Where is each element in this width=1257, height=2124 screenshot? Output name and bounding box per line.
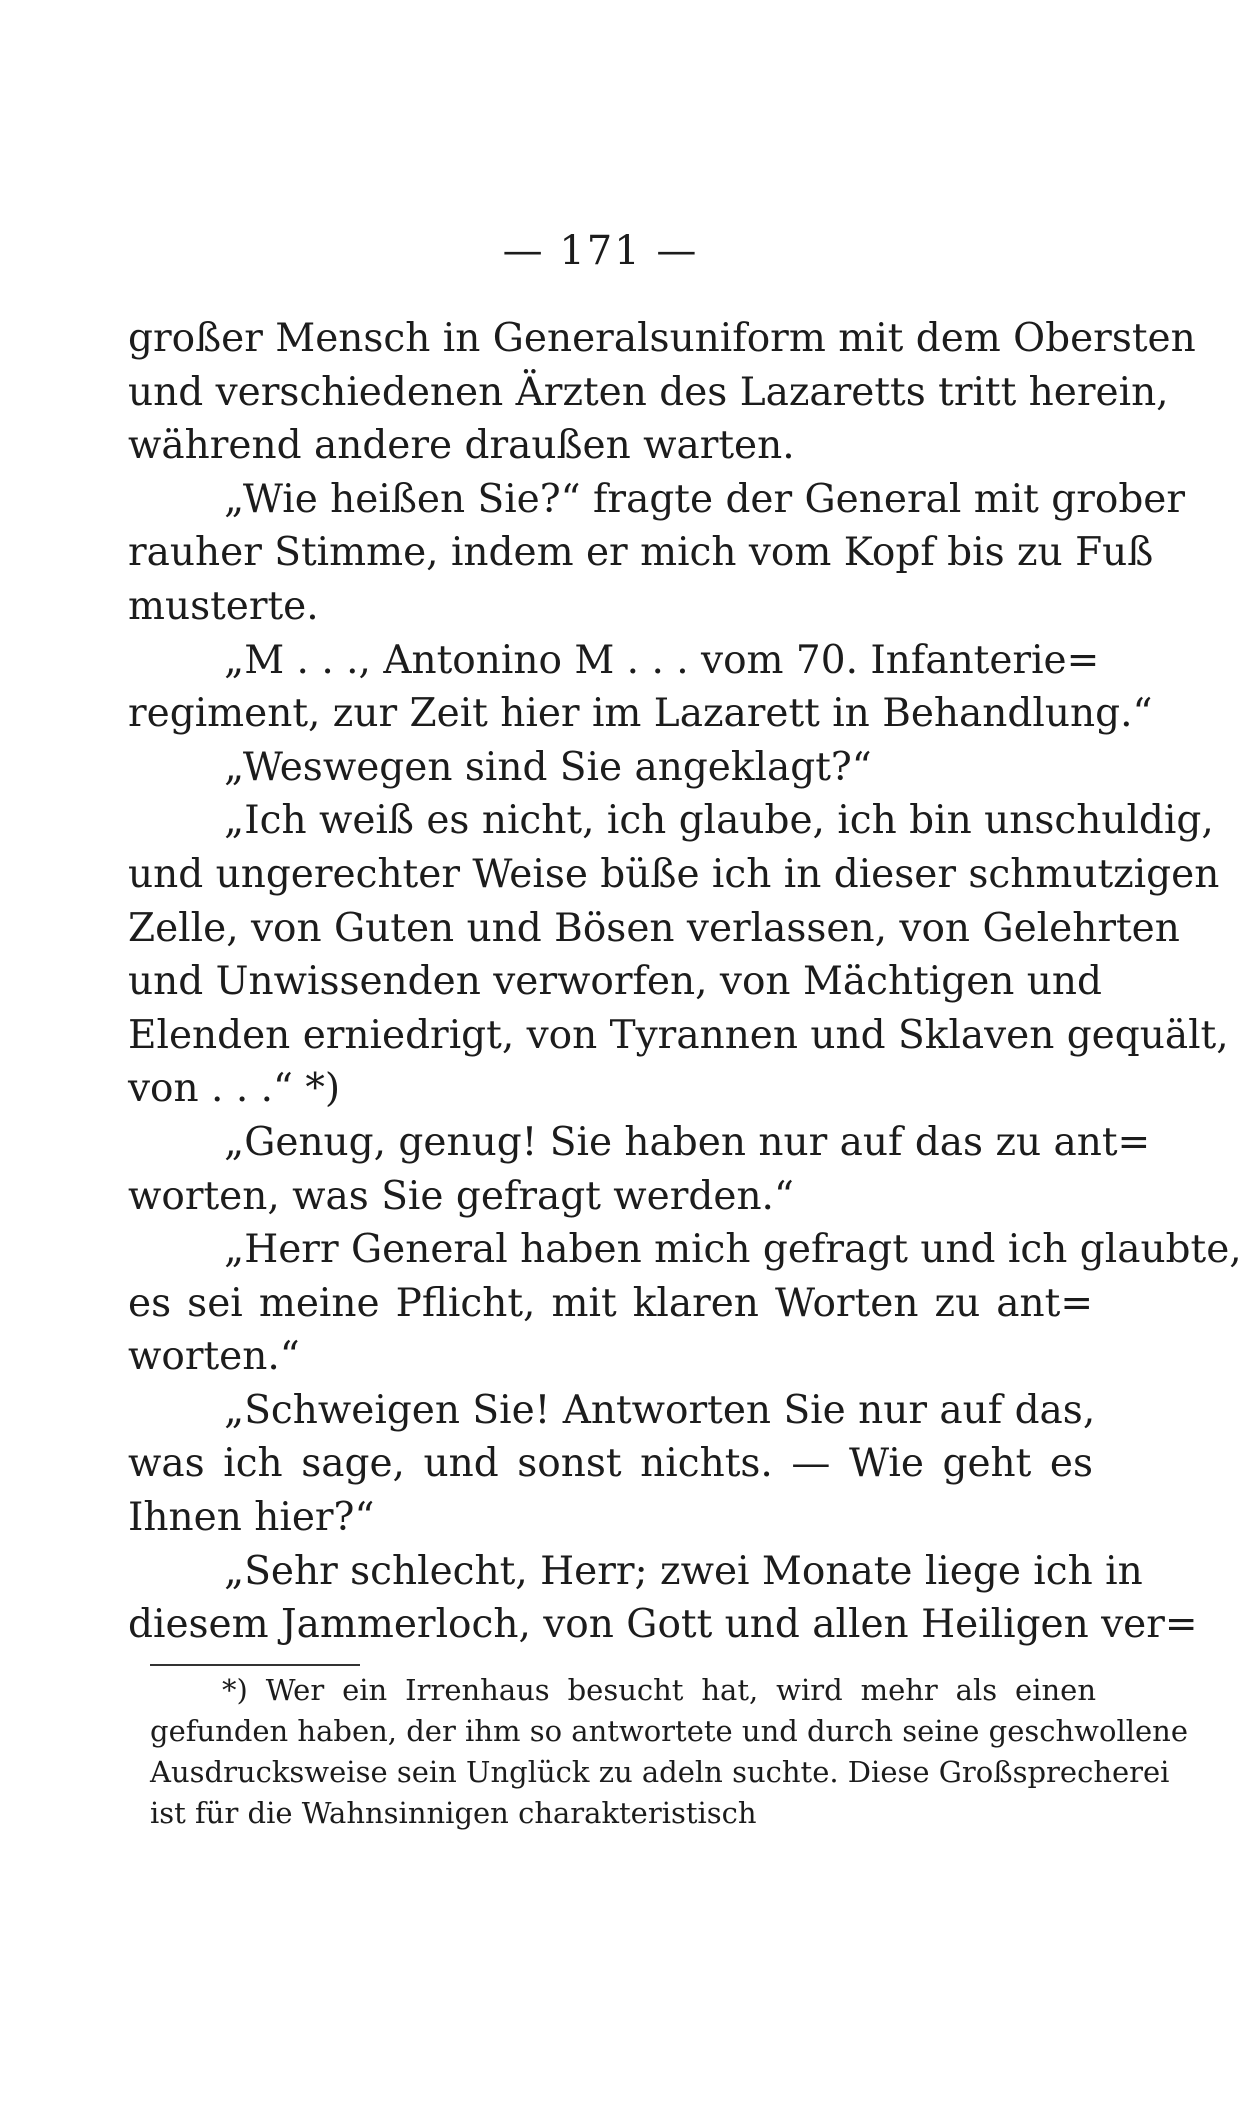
text-line: worten.“ bbox=[128, 1334, 300, 1380]
text-line: „M . . ., Antonino M . . . vom 70. Infanterie= bbox=[224, 637, 1100, 683]
text-line: was ich sage, und sonst nichts. — Wie geht es bbox=[128, 1441, 1093, 1487]
text-line: und verschiedenen Ärzten des Lazaretts tritt herein, bbox=[128, 369, 1169, 415]
text-line: Elenden erniedrigt, von Tyrannen und Sklaven gequält, bbox=[128, 1012, 1229, 1058]
text-line: Ihnen hier?“ bbox=[128, 1495, 375, 1541]
text-line: rauher Stimme, indem er mich vom Kopf bis zu Fuß bbox=[128, 530, 1154, 576]
text-line: und Unwissenden verworfen, von Mächtigen und bbox=[128, 959, 1102, 1005]
footnote-line: Ausdrucksweise sein Unglück zu adeln suchte. Diese Großsprecherei bbox=[150, 1755, 1170, 1789]
text-line: und ungerechter Weise büße ich in dieser schmutzigen bbox=[128, 851, 1220, 897]
text-line: es sei meine Pflicht, mit klaren Worten zu ant= bbox=[128, 1280, 1093, 1326]
text-line: „Sehr schlecht, Herr; zwei Monate liege ich in bbox=[224, 1548, 1143, 1594]
body-text bbox=[128, 312, 1242, 1652]
footnote bbox=[150, 1670, 1189, 1834]
text-line: worten, was Sie gefragt werden.“ bbox=[128, 1173, 794, 1219]
text-line: regiment, zur Zeit hier im Lazarett in Behandlung.“ bbox=[128, 691, 1153, 737]
text-line: „Schweigen Sie! Antworten Sie nur auf das, bbox=[224, 1387, 1096, 1433]
text-line: während andere draußen warten. bbox=[128, 423, 795, 469]
text-line: Zelle, von Guten und Bösen verlassen, von Gelehrten bbox=[128, 905, 1180, 951]
page-number: — 171 — bbox=[502, 228, 699, 274]
text-line: „Genug, genug! Sie haben nur auf das zu ant= bbox=[224, 1119, 1151, 1165]
text-line: diesem Jammerloch, von Gott und allen Heiligen ver= bbox=[128, 1602, 1198, 1648]
footnote-divider bbox=[150, 1664, 360, 1666]
text-line: von . . .“ *) bbox=[128, 1066, 341, 1112]
text-line: großer Mensch in Generalsuniform mit dem Obersten bbox=[128, 316, 1196, 361]
footnote-line: gefunden haben, der ihm so antwortete und durch seine geschwollene bbox=[150, 1714, 1189, 1748]
text-line: „Weswegen sind Sie angeklagt?“ bbox=[224, 744, 872, 790]
text-line: musterte. bbox=[128, 583, 319, 629]
footnote-line: ist für die Wahnsinnigen charakteristisch bbox=[150, 1796, 757, 1830]
footnote-line: *) Wer ein Irrenhaus besucht hat, wird mehr als einen bbox=[222, 1673, 1096, 1707]
text-line: „Herr General haben mich gefragt und ich glaubte, bbox=[224, 1227, 1242, 1273]
text-line: „Ich weiß es nicht, ich glaube, ich bin unschuldig, bbox=[224, 798, 1214, 844]
text-line: „Wie heißen Sie?“ fragte der General mit grober bbox=[224, 476, 1186, 522]
